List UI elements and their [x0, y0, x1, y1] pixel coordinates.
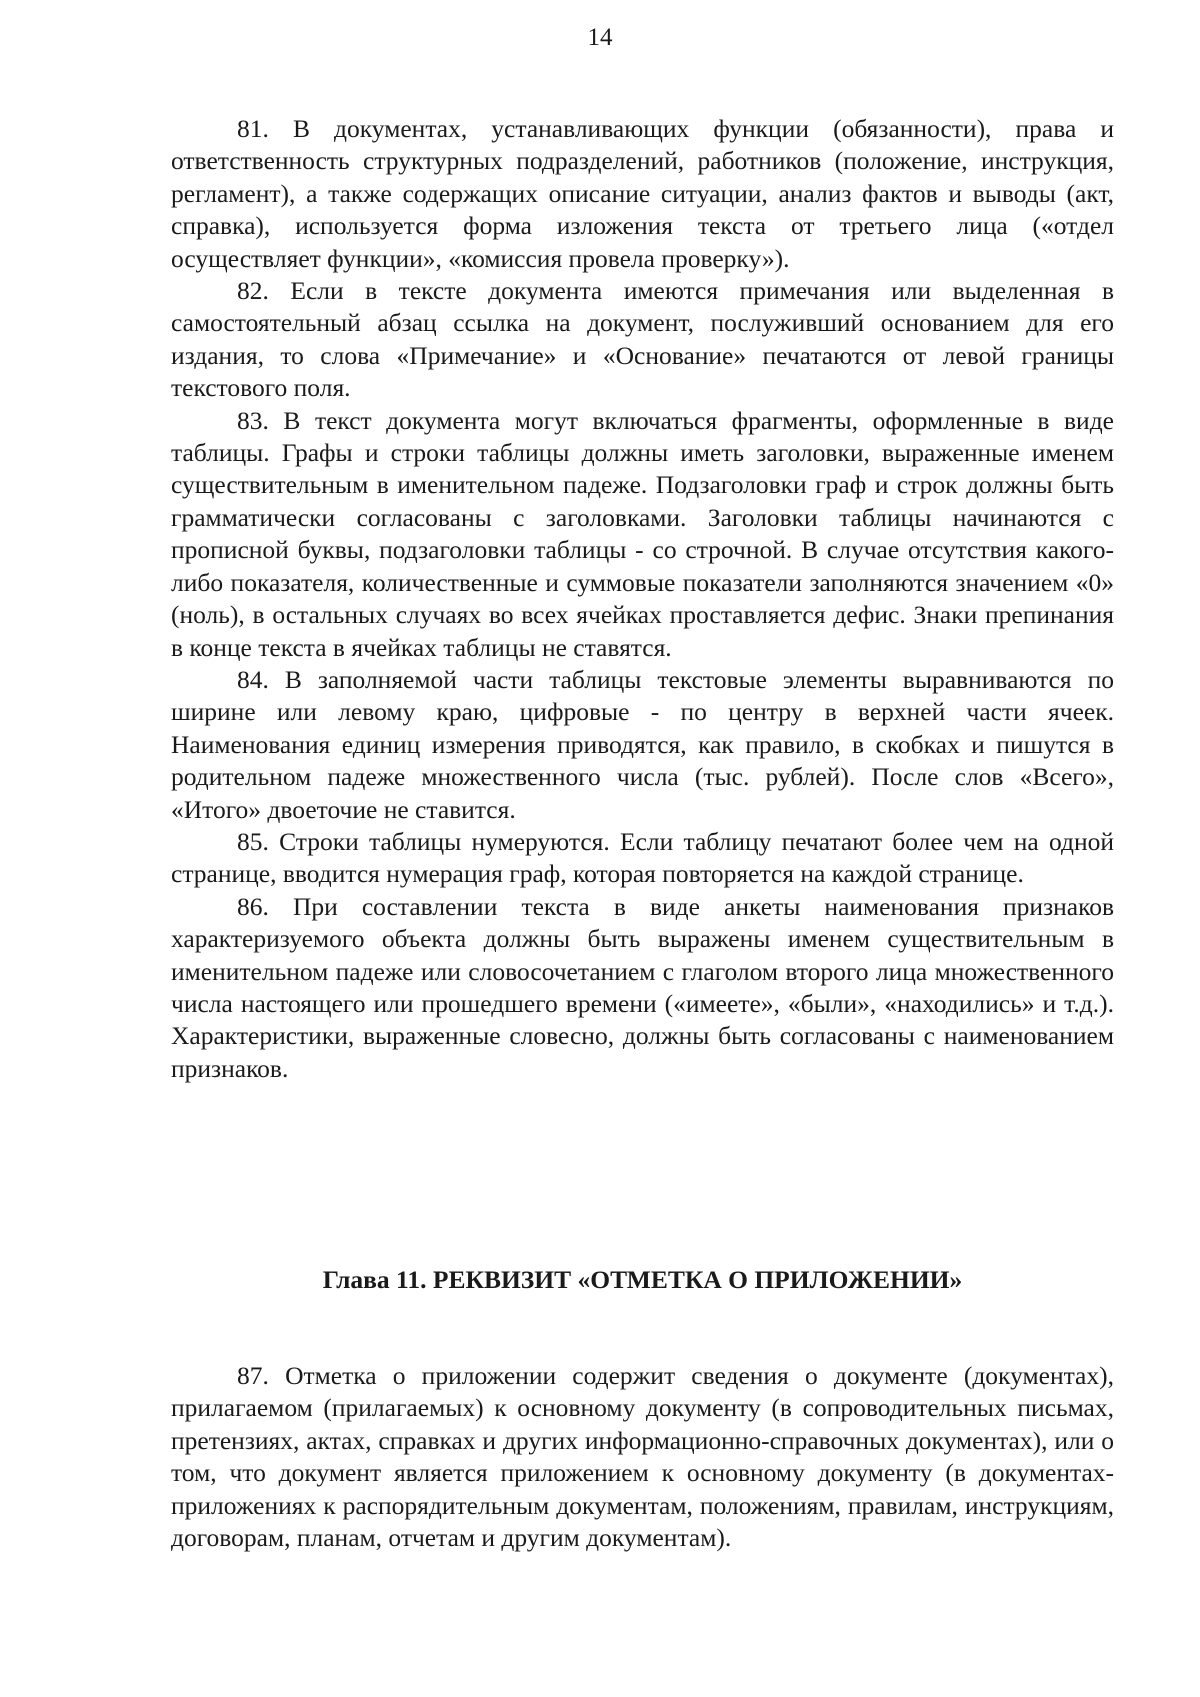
paragraph-84: 84. В заполняемой части таблицы текстовые элементы выравниваются по ширине или левому краю, цифровые - по центру в верхней части ячеек. Наименования единиц измерения приводятся, как правило, в скобках и пишутся в родительном падеже множественного числа (тыс. рублей). После слов «Всего», «Итого» двоеточие не ставится. [171, 664, 1114, 824]
paragraph-86: 86. При составлении текста в виде анкеты наименования признаков характеризуемого объекта должны быть выражены именем существительным в именительном падеже или словосочетанием с глаголом второго лица множественного числа настоящего или прошедшего времени («имеете», «были», «находились» и т.д.). Характеристики, выраженные словесно, должны быть согласованы с наименованием признаков. [171, 891, 1114, 1083]
paragraph-82: 82. Если в тексте документа имеются примечания или выделенная в самостоятельный абзац ссылка на документ, послуживший основанием для его издания, то слова «Примечание» и «Основание» печатаются от левой границы текстового поля. [171, 276, 1114, 403]
chapter-body-text [171, 1360, 1114, 1554]
paragraph-87: 87. Отметка о приложении содержит сведения о документе (документах), прилагаемом (прилагаемых) к основному документу (в сопроводительных письмах, претензиях, актах, справках и других информационно-справочных документах), или о том, что документ является приложением к основному документу (в документах-приложениях к распорядительным документам, положениям, правилам, инструкциям, договорам, планам, отчетам и другим документам). [171, 1361, 1114, 1553]
paragraph-81: 81. В документах, устанавливающих функции (обязанности), права и ответственность структурных подразделений, работников (положение, инструкция, регламент), а также содержащих описание ситуации, анализ фактов и выводы (акт, справка), используется форма изложения текста от третьего лица («отдел осуществляет функции», «комиссия провела проверку»). [171, 114, 1114, 273]
paragraph-85: 85. Строки таблицы нумеруются. Если таблицу печатают более чем на одной странице, вводится нумерация граф, которая повторяется на каждой странице. [171, 826, 1114, 889]
page-number: 14 [587, 24, 613, 51]
chapter-heading: Глава 11. РЕКВИЗИТ «ОТМЕТКА О ПРИЛОЖЕНИИ» [322, 1265, 963, 1294]
paragraph-83: 83. В текст документа могут включаться фрагменты, оформленные в виде таблицы. Графы и строки таблицы должны иметь заголовки, выраженные именем существительным в именительном падеже. Подзаголовки граф и строк должны быть грамматически согласованы с заголовками. Заголовки таблицы начинаются с прописной буквы, подзаголовки таблицы - со строчной. В случае отсутствия какого-либо показателя, количественные и суммовые показатели заполняются значением «0» (ноль), в остальных случаях во всех ячейках проставляется дефис. Знаки препинания в конце текста в ячейках таблицы не ставятся. [171, 405, 1114, 662]
body-text [171, 113, 1114, 1085]
